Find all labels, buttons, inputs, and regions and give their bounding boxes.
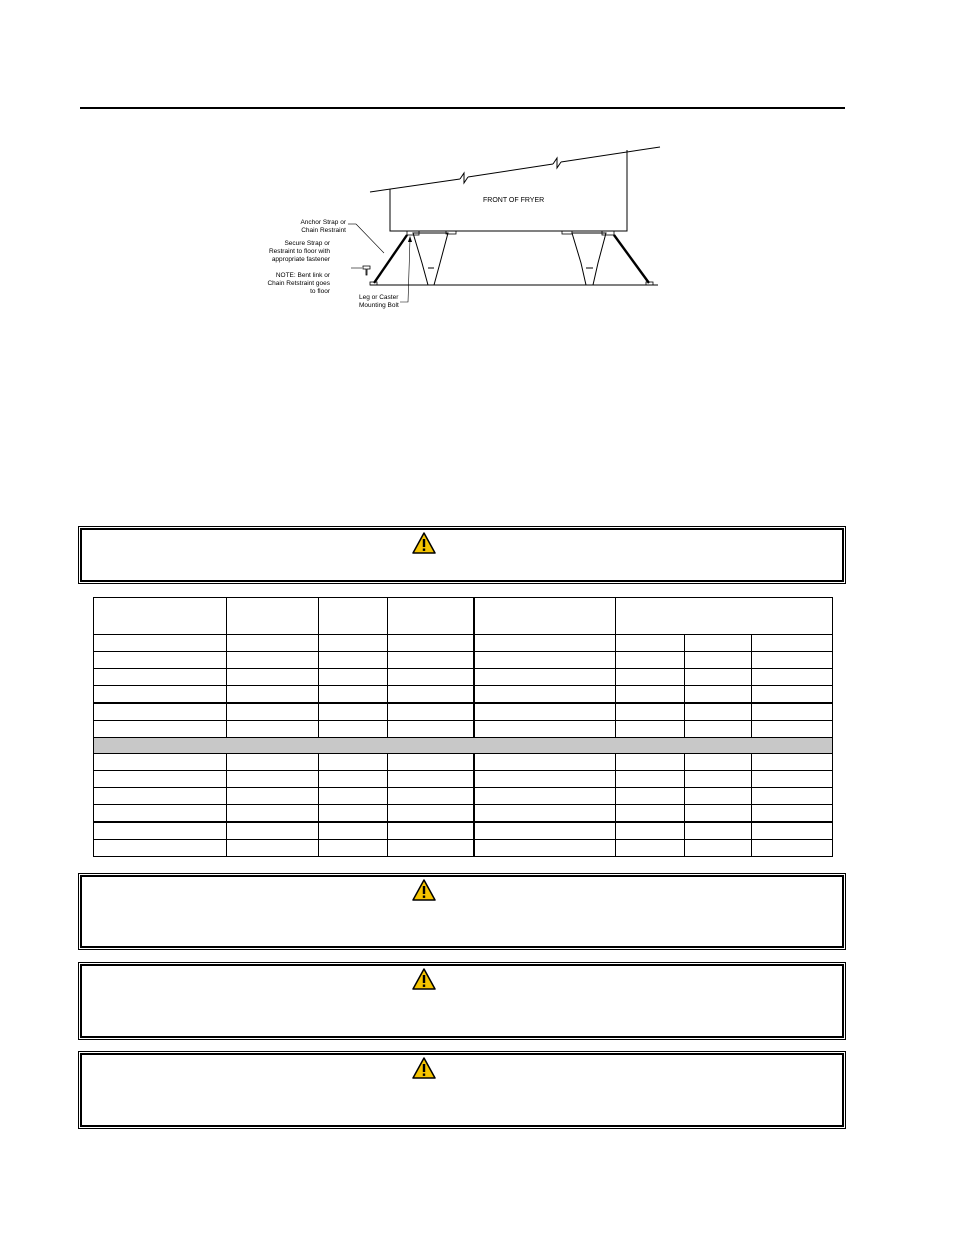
callout-leg-2: Mounting Bolt — [359, 302, 399, 309]
callout-note-1: NOTE: Bent link or — [275, 272, 330, 279]
table-row — [94, 771, 833, 788]
leg-bolt-leader — [400, 239, 410, 302]
table-row — [94, 754, 833, 771]
warning-box-2 — [80, 875, 844, 948]
table-row — [94, 805, 833, 823]
anchor-leader-diag — [356, 224, 384, 253]
spec-table — [93, 597, 833, 857]
callout-secure-1: Secure Strap or — [284, 240, 330, 247]
table-row — [94, 686, 833, 704]
callout-anchor-1: Anchor Strap or — [300, 219, 346, 226]
warning-triangle-icon — [412, 532, 436, 554]
bent-link-icon — [363, 266, 370, 275]
callout-anchor-2: Chain Restraint — [301, 227, 346, 234]
right-leg — [572, 233, 606, 285]
callout-note-2: Chain Retstraint goes — [267, 280, 330, 287]
fryer-top-line — [370, 179, 460, 192]
table-section-band — [94, 738, 833, 754]
leg-bolt-arrow — [408, 236, 412, 242]
header-rule — [80, 107, 845, 109]
table-header-row — [94, 598, 833, 635]
break-mark-right — [553, 158, 561, 168]
fryer-top-line-right — [561, 147, 660, 162]
warning-box-4 — [80, 1053, 844, 1127]
table-header-cell — [227, 598, 319, 635]
left-leg — [413, 233, 448, 285]
warning-triangle-icon — [412, 1057, 436, 1079]
table-row — [94, 703, 833, 721]
table-header-cell — [319, 598, 388, 635]
warning-triangle-icon — [412, 879, 436, 901]
table-row — [94, 721, 833, 738]
fryer-top-line-mid — [468, 164, 553, 177]
table-header-cell — [388, 598, 474, 635]
table-row — [94, 669, 833, 686]
break-mark-left — [460, 173, 468, 183]
table-header-cell — [616, 598, 833, 635]
callout-secure-3: appropriate fastener — [271, 256, 330, 263]
warning-box-3 — [80, 964, 844, 1038]
callout-note-3: to floor — [310, 288, 330, 295]
fryer-restraint-diagram — [250, 135, 680, 320]
warning-triangle-icon — [412, 968, 436, 990]
fryer-box-label: FRONT OF FRYER — [483, 197, 545, 204]
right-restraint-strap — [614, 235, 649, 283]
table-header-cell — [94, 598, 227, 635]
warning-box-1 — [80, 528, 844, 582]
callout-leg-1: Leg or Caster — [359, 294, 399, 301]
left-restraint-strap — [374, 235, 407, 283]
table-row — [94, 840, 833, 857]
table-row — [94, 822, 833, 840]
callout-secure-2: Restraint to floor with — [268, 248, 330, 255]
table-header-cell — [474, 598, 616, 635]
fryer-body — [390, 150, 627, 231]
table-row — [94, 788, 833, 805]
table-row — [94, 635, 833, 652]
table-row — [94, 652, 833, 669]
